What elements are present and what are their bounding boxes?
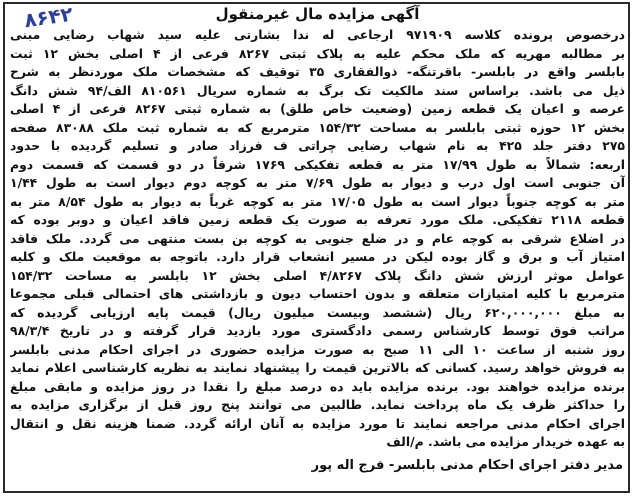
body-line: مترمربع با کلیه امتیازات متعلقه و بدون احتساب دیون و بازداشتی های احتمالی قبلی مجموعا [10, 286, 625, 301]
body-line: عوامل موثر ارزش شش دانگ پلاک ۴/۸۲۶۷ اصلی بخش ۱۲ بابلسر به مساحت ۱۵۴/۳۲ [10, 267, 625, 283]
body-line: بخش ۱۲ حوزه ثبتی بابلسر به مساحت ۱۵۴/۳۲ مترمربع که به شماره ثبت ملک ۸۳۰۸۸ صفحه [10, 119, 625, 135]
notice-title: آگهی مزایده مال غیرمنقول [215, 5, 420, 23]
body-line: مراتب فوق توسط کارشناس رسمی دادگستری مورد بازدید قرار گرفته و در تاریخ ۹۸/۳/۴ [10, 323, 625, 338]
body-line: اجرای احکام مدنی مراجعه نمایند تا مورد مزایده به آنان ارائه گردد. ضمنا هزینه نقل و انتقال [10, 415, 625, 431]
body-line: درخصوص پرونده کلاسه ۹۷۱۹۰۹ ارجاعی له ندا بشارتی علیه سید شهاب رضایی مبنی [10, 27, 625, 42]
body-line: در اضلاع شرقی به کوچه عام و در ضلع جنوبی به کوچه بن بست منتهی می گردد. ملک فاقد [10, 230, 625, 246]
signature-line: مدیر دفتر اجرای احکام مدنی بابلسر- فرج اله پور [311, 458, 623, 473]
body-line: متر به کوچه جنوباً دیوار است به طول ۱۷/۰۵ متر به کوچه غرباً به دیوار به طول ۸/۵۴ متر به [10, 193, 625, 209]
notice-body [10, 26, 625, 452]
body-line: اربعه: شمالاً به طول ۱۷/۹۹ متر به قطعه تفکیکی ۱۷۶۹ شرقاً در دو قسمت که قسمت دوم [10, 156, 625, 172]
body-line: به مبلغ ۶۲۰,۰۰۰,۰۰۰ ریال (ششصد وبیست میلیون ریال) قیمت پایه ارزیابی گردیده که [10, 304, 625, 320]
body-line: روز شنبه از ساعت ۱۰ الی ۱۱ صبح به صورت مزایده حضوری در اجرای احکام مدنی بابلسر [10, 341, 625, 357]
body-line: عرصه و اعیان یک قطعه زمین (وضعیت خاص طلق) به شماره ثبتی ۸۲۶۷ فرعی از ۴ اصلی [10, 101, 625, 116]
body-line: را حداکثر ظرف یک ماه پرداخت نماید. طالبین می توانند پنج روز قبل از برگزاری مزایده به [10, 397, 625, 412]
handwritten-number-stamp: ۸۶۴۲ [22, 1, 75, 33]
body-line: به فروش خواهد رسید. کسانی که بالاترین قیمت را پیشنهاد نمایند به نظریه کارشناسی اعلام نماید [10, 360, 625, 375]
body-line: ذیل می باشد. براساس سند مالکیت تک برگ به شماره سریال ۸۱۰۵۶۱ الف/۹۴ شش دانگ [10, 82, 625, 98]
body-line: بابلسر واقع در بابلسر- باقرتنگه- ذوالفقاری ۳۵ توقیف که مشخصات ملک موردنظر به شرح [10, 64, 625, 79]
body-line: برنده مزایده خواهند بود. برنده مزایده باید ده درصد مبلغ را نقدا در روز مزایده و مابقی مبلغ [10, 378, 625, 394]
body-line: بر مطالبه مهریه که ملک محکم علیه به پلاک ثبتی ۸۲۶۷ فرعی از ۴ اصلی بخش ۱۲ ثبت [10, 45, 625, 61]
body-line: آن جنوبی است اول درب و دیوار به طول ۷/۶۹ متر به کوچه دوم دیوار است به طول ۱/۴۴ [10, 175, 625, 190]
body-line: قطعه ۲۱۱۸ تفکیکی. ملک مورد تعرفه به صورت یک قطعه زمین فاقد اعیان و دوبر بوده که [10, 212, 625, 227]
body-line: به عهده خریدار مزایده می باشد. م/الف [386, 434, 625, 449]
body-line: امتیاز آب و برق و گاز بوده لیکن در مسیر انشعاب قرار دارد. باتوجه به موقعیت ملک و کلیه [10, 249, 625, 264]
body-line: ۲۷۵ دفتر جلد ۴۲۵ به نام شهاب رضایی چراتی ف فرزاد صادر و تسلیم گردیده با حدود [10, 138, 625, 153]
